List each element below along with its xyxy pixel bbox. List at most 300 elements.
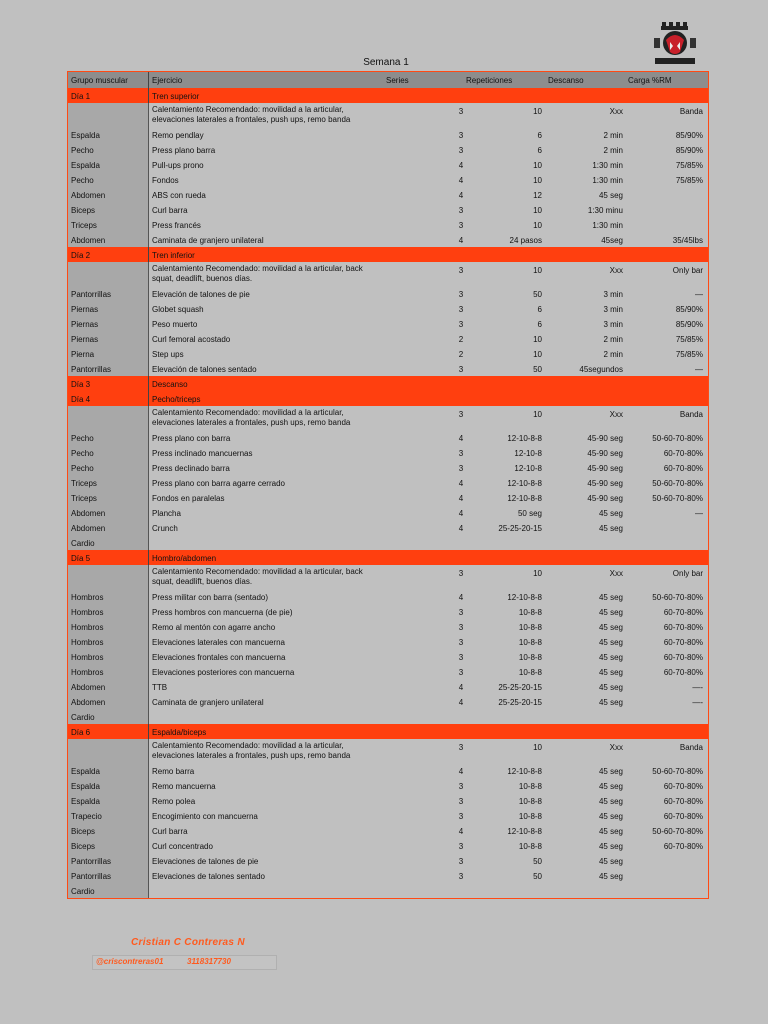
series-cell: 3 [458, 146, 464, 155]
load-cell: — [695, 509, 703, 518]
reps-cell: 25-25-20-15 [498, 683, 542, 692]
exercise-row [68, 445, 708, 460]
rest-cell: 45 seg [598, 857, 623, 866]
exercise-row [68, 430, 708, 445]
exercise-cell: Globet squash [152, 305, 204, 314]
social-handle: @criscontreras01 [96, 957, 164, 966]
reps-cell: 12-10-8 [514, 464, 542, 473]
load-cell: —- [692, 683, 703, 692]
rest-cell: 2 min [603, 350, 623, 359]
rest-cell: 45 seg [598, 683, 623, 692]
header-series: Series [386, 76, 409, 85]
series-cell: 3 [458, 638, 464, 647]
rest-cell: 3 min [603, 320, 623, 329]
exercise-cell: Calentamiento Recomendado: movilidad a la articular, elevaciones laterales a frontales, push ups, remo banda [152, 408, 351, 427]
exercise-row [68, 883, 708, 898]
series-cell: 4 [458, 161, 464, 170]
series-cell: 3 [458, 653, 464, 662]
muscle-group-cell: Hombros [71, 653, 104, 662]
muscle-group-cell: Abdomen [71, 236, 106, 245]
exercise-row [68, 868, 708, 883]
reps-cell: 10-8-8 [518, 797, 542, 806]
reps-cell: 12-10-8-8 [507, 593, 542, 602]
series-cell: 3 [458, 221, 464, 230]
rest-cell: 2 min [603, 131, 623, 140]
muscle-group-cell: Día 5 [71, 554, 91, 563]
load-cell: 60-70-80% [663, 653, 703, 662]
rest-cell: 45segundos [579, 365, 623, 374]
reps-cell: 10 [533, 569, 542, 578]
phone-number: 3118317730 [187, 957, 231, 966]
series-cell: 3 [458, 131, 464, 140]
muscle-group-cell: Piernas [71, 335, 99, 344]
reps-cell: 50 [533, 365, 542, 374]
exercise-cell: Press plano barra [152, 146, 216, 155]
rest-cell: 45-90 seg [587, 449, 623, 458]
exercise-cell: Calentamiento Recomendado: movilidad a la articular, elevaciones laterales a frontales, push ups, remo banda [152, 105, 351, 124]
reps-cell: 10 [533, 335, 542, 344]
muscle-group-cell: Abdomen [71, 683, 106, 692]
rest-cell: 45 seg [598, 698, 623, 707]
header-exercise: Ejercicio [152, 76, 183, 85]
rest-cell: Xxx [609, 410, 623, 419]
exercise-row [68, 301, 708, 316]
day-row [68, 247, 708, 262]
rest-cell: 45 seg [598, 767, 623, 776]
muscle-group-cell: Piernas [71, 320, 99, 329]
header-group: Grupo muscular [71, 76, 128, 85]
exercise-cell: Press francés [152, 221, 201, 230]
rest-cell: 45 seg [598, 509, 623, 518]
exercise-cell: Elevaciones de talones sentado [152, 872, 265, 881]
rest-cell: 1:30 min [592, 221, 623, 230]
load-cell: Only bar [672, 266, 703, 275]
muscle-group-cell: Día 4 [71, 395, 91, 404]
muscle-group-cell: Abdomen [71, 524, 106, 533]
load-cell: 75/85% [675, 335, 703, 344]
exercise-cell: Hombro/abdomen [152, 554, 217, 563]
muscle-group-cell: Pecho [71, 146, 94, 155]
exercise-row [68, 475, 708, 490]
contact-box [92, 955, 277, 970]
series-cell: 4 [458, 434, 464, 443]
load-cell: 60-70-80% [663, 608, 703, 617]
exercise-cell: Fondos en paralelas [152, 494, 225, 503]
exercise-row [68, 604, 708, 619]
rest-cell: 45 seg [598, 812, 623, 821]
exercise-cell: Press hombros con mancuerna (de pie) [152, 608, 293, 617]
reps-cell: 6 [537, 320, 542, 329]
series-cell: 3 [458, 410, 464, 419]
rest-cell: 3 min [603, 305, 623, 314]
series-cell: 4 [458, 698, 464, 707]
muscle-group-cell: Pantorrillas [71, 857, 112, 866]
rest-cell: 45 seg [598, 623, 623, 632]
rest-cell: 45 seg [598, 668, 623, 677]
series-cell: 3 [458, 782, 464, 791]
rest-cell: Xxx [609, 743, 623, 752]
load-cell: Banda [679, 107, 703, 116]
load-cell: —- [692, 698, 703, 707]
muscle-group-cell: Espalda [71, 767, 100, 776]
series-cell: 3 [458, 365, 464, 374]
muscle-group-cell: Día 1 [71, 92, 91, 101]
reps-cell: 6 [537, 146, 542, 155]
reps-cell: 10 [533, 350, 542, 359]
muscle-group-cell: Espalda [71, 782, 100, 791]
exercise-cell: Plancha [152, 509, 181, 518]
series-cell: 3 [458, 569, 464, 578]
exercise-cell: Step ups [152, 350, 184, 359]
rest-cell: 1:30 min [592, 176, 623, 185]
rest-cell: 1:30 minu [587, 206, 623, 215]
reps-cell: 10 [533, 161, 542, 170]
header-load: Carga %RM [628, 76, 672, 85]
load-cell: 85/90% [675, 320, 703, 329]
muscle-group-cell: Abdomen [71, 698, 106, 707]
warmup-row [68, 406, 708, 430]
load-cell: 60-70-80% [663, 449, 703, 458]
reps-cell: 12-10-8 [514, 449, 542, 458]
load-cell: 60-70-80% [663, 668, 703, 677]
exercise-cell: Calentamiento Recomendado: movilidad a la articular, elevaciones laterales a frontales, push ups, remo banda [152, 741, 351, 760]
load-cell: 75/85% [675, 176, 703, 185]
series-cell: 3 [458, 842, 464, 851]
reps-cell: 10-8-8 [518, 782, 542, 791]
exercise-row [68, 331, 708, 346]
exercise-row [68, 793, 708, 808]
exercise-cell: Remo pendlay [152, 131, 204, 140]
series-cell: 4 [458, 524, 464, 533]
series-cell: 4 [458, 827, 464, 836]
load-cell: — [695, 365, 703, 374]
exercise-cell: Descanso [152, 380, 188, 389]
exercise-cell: Elevaciones posteriores con mancuerna [152, 668, 295, 677]
muscle-group-cell: Espalda [71, 797, 100, 806]
reps-cell: 10 [533, 221, 542, 230]
group-column-cell [68, 103, 149, 127]
exercise-cell: Remo barra [152, 767, 195, 776]
rest-cell: 45 seg [598, 827, 623, 836]
rest-cell: Xxx [609, 569, 623, 578]
series-cell: 3 [458, 290, 464, 299]
day-row [68, 88, 708, 103]
muscle-group-cell: Espalda [71, 161, 100, 170]
exercise-row [68, 778, 708, 793]
exercise-cell: Crunch [152, 524, 178, 533]
reps-cell: 10-8-8 [518, 812, 542, 821]
muscle-group-cell: Cardio [71, 713, 95, 722]
series-cell: 3 [458, 623, 464, 632]
muscle-group-cell: Hombros [71, 638, 104, 647]
load-cell: 60-70-80% [663, 623, 703, 632]
exercise-cell: ABS con rueda [152, 191, 206, 200]
rest-cell: 1:30 min [592, 161, 623, 170]
reps-cell: 50 [533, 857, 542, 866]
exercise-row [68, 127, 708, 142]
reps-cell: 10 [533, 266, 542, 275]
warmup-row [68, 262, 708, 286]
rest-cell: 45 seg [598, 608, 623, 617]
day-row [68, 391, 708, 406]
exercise-row [68, 172, 708, 187]
exercise-cell: Pecho/triceps [152, 395, 201, 404]
rest-cell: 45 seg [598, 638, 623, 647]
muscle-group-cell: Hombros [71, 668, 104, 677]
exercise-row [68, 838, 708, 853]
reps-cell: 10 [533, 410, 542, 419]
warmup-row [68, 103, 708, 127]
exercise-cell: Curl femoral acostado [152, 335, 231, 344]
load-cell: 50-60-70-80% [652, 767, 703, 776]
exercise-cell: Press plano con barra agarre cerrado [152, 479, 285, 488]
reps-cell: 6 [537, 131, 542, 140]
muscle-group-cell: Pecho [71, 176, 94, 185]
exercise-row [68, 763, 708, 778]
exercise-cell: Tren inferior [152, 251, 195, 260]
exercise-row [68, 634, 708, 649]
reps-cell: 10-8-8 [518, 608, 542, 617]
series-cell: 3 [458, 857, 464, 866]
exercise-cell: Press plano con barra [152, 434, 231, 443]
table-header [68, 72, 708, 88]
exercise-row [68, 232, 708, 247]
muscle-group-cell: Pecho [71, 434, 94, 443]
muscle-group-cell: Hombros [71, 623, 104, 632]
load-cell: 75/85% [675, 350, 703, 359]
series-cell: 3 [458, 266, 464, 275]
rest-cell: 45 seg [598, 872, 623, 881]
rest-cell: Xxx [609, 266, 623, 275]
load-cell: Banda [679, 410, 703, 419]
exercise-row [68, 286, 708, 301]
rest-cell: 2 min [603, 146, 623, 155]
rest-cell: 45 seg [598, 842, 623, 851]
series-cell: 3 [458, 812, 464, 821]
load-cell: 85/90% [675, 131, 703, 140]
muscle-group-cell: Biceps [71, 206, 96, 215]
reps-cell: 50 seg [517, 509, 542, 518]
reps-cell: 12-10-8-8 [507, 479, 542, 488]
muscle-group-cell: Hombros [71, 608, 104, 617]
reps-cell: 12 [533, 191, 542, 200]
exercise-cell: Curl concentrado [152, 842, 213, 851]
muscle-group-cell: Cardio [71, 539, 95, 548]
rest-cell: 3 min [603, 290, 623, 299]
exercise-cell: Remo al mentón con agarre ancho [152, 623, 276, 632]
load-cell: 50-60-70-80% [652, 827, 703, 836]
rest-cell: 45 seg [598, 782, 623, 791]
series-cell: 3 [458, 320, 464, 329]
day-row [68, 550, 708, 565]
series-cell: 4 [458, 191, 464, 200]
reps-cell: 10 [533, 743, 542, 752]
exercise-row [68, 157, 708, 172]
day-row [68, 376, 708, 391]
rest-cell: 45-90 seg [587, 464, 623, 473]
rest-cell: 45-90 seg [587, 494, 623, 503]
exercise-row [68, 808, 708, 823]
series-cell: 3 [458, 449, 464, 458]
exercise-cell: Peso muerto [152, 320, 198, 329]
rest-cell: Xxx [609, 107, 623, 116]
group-column-cell [68, 565, 149, 589]
exercise-cell: Elevación de talones de pie [152, 290, 250, 299]
exercise-row [68, 460, 708, 475]
exercise-cell: Fondos [152, 176, 179, 185]
warmup-row [68, 565, 708, 589]
reps-cell: 24 pasos [509, 236, 542, 245]
rest-cell: 45 seg [598, 524, 623, 533]
series-cell: 2 [458, 350, 464, 359]
exercise-cell: Remo mancuerna [152, 782, 216, 791]
author-name: Cristian C Contreras N [131, 937, 245, 948]
exercise-cell: Press militar con barra (sentado) [152, 593, 269, 602]
muscle-group-cell: Abdomen [71, 191, 106, 200]
exercise-row [68, 187, 708, 202]
load-cell: Only bar [672, 569, 703, 578]
group-column-cell [68, 406, 149, 430]
exercise-row [68, 694, 708, 709]
series-cell: 3 [458, 872, 464, 881]
series-cell: 3 [458, 797, 464, 806]
load-cell: 60-70-80% [663, 782, 703, 791]
rest-cell: 45-90 seg [587, 434, 623, 443]
load-cell: 60-70-80% [663, 812, 703, 821]
reps-cell: 6 [537, 305, 542, 314]
exercise-row [68, 202, 708, 217]
exercise-cell: Elevaciones laterales con mancuerna [152, 638, 285, 647]
load-cell: 35/45lbs [672, 236, 703, 245]
rest-cell: 2 min [603, 335, 623, 344]
reps-cell: 50 [533, 872, 542, 881]
exercise-cell: Tren superior [152, 92, 200, 101]
exercise-row [68, 709, 708, 724]
series-cell: 3 [458, 668, 464, 677]
series-cell: 3 [458, 305, 464, 314]
exercise-row [68, 217, 708, 232]
exercise-cell: Curl barra [152, 827, 188, 836]
exercise-row [68, 316, 708, 331]
load-cell: 50-60-70-80% [652, 494, 703, 503]
load-cell: 85/90% [675, 305, 703, 314]
muscle-group-cell: Abdomen [71, 509, 106, 518]
load-cell: 85/90% [675, 146, 703, 155]
series-cell: 3 [458, 464, 464, 473]
muscle-group-cell: Piernas [71, 305, 99, 314]
exercise-cell: Caminata de granjero unilateral [152, 236, 264, 245]
reps-cell: 10-8-8 [518, 653, 542, 662]
muscle-group-cell: Día 3 [71, 380, 91, 389]
exercise-row [68, 361, 708, 376]
reps-cell: 25-25-20-15 [498, 698, 542, 707]
header-reps: Repeticiones [466, 76, 513, 85]
exercise-cell: Encogimiento con mancuerna [152, 812, 258, 821]
load-cell: 50-60-70-80% [652, 479, 703, 488]
exercise-row [68, 679, 708, 694]
reps-cell: 12-10-8-8 [507, 434, 542, 443]
exercise-cell: Remo polea [152, 797, 196, 806]
load-cell: — [695, 290, 703, 299]
muscle-group-cell: Día 6 [71, 728, 91, 737]
exercise-cell: Caminata de granjero unilateral [152, 698, 264, 707]
reps-cell: 10-8-8 [518, 638, 542, 647]
exercise-row [68, 346, 708, 361]
exercise-row [68, 619, 708, 634]
muscle-group-cell: Espalda [71, 131, 100, 140]
load-cell: 60-70-80% [663, 464, 703, 473]
series-cell: 4 [458, 767, 464, 776]
reps-cell: 10 [533, 206, 542, 215]
muscle-group-cell: Pantorrillas [71, 365, 112, 374]
reps-cell: 12-10-8-8 [507, 767, 542, 776]
exercise-cell: Pull-ups prono [152, 161, 204, 170]
series-cell: 3 [458, 743, 464, 752]
load-cell: 50-60-70-80% [652, 593, 703, 602]
rest-cell: 45seg [601, 236, 623, 245]
exercise-row [68, 505, 708, 520]
exercise-cell: Calentamiento Recomendado: movilidad a la articular, back squat, deadlift, buenos días. [152, 264, 363, 283]
muscle-group-cell: Trapecio [71, 812, 102, 821]
reps-cell: 25-25-20-15 [498, 524, 542, 533]
rest-cell: 45 seg [598, 191, 623, 200]
muscle-group-cell: Día 2 [71, 251, 91, 260]
group-column-cell [68, 262, 149, 286]
rest-cell: 45-90 seg [587, 479, 623, 488]
workout-plan-table [67, 71, 709, 899]
muscle-group-cell: Pantorrillas [71, 290, 112, 299]
series-cell: 4 [458, 494, 464, 503]
exercise-row [68, 490, 708, 505]
muscle-group-cell: Pecho [71, 449, 94, 458]
muscle-group-cell: Biceps [71, 842, 96, 851]
week-title: Semana 1 [363, 57, 409, 68]
series-cell: 2 [458, 335, 464, 344]
warmup-row [68, 739, 708, 763]
reps-cell: 10-8-8 [518, 842, 542, 851]
rest-cell: 45 seg [598, 593, 623, 602]
series-cell: 4 [458, 479, 464, 488]
exercise-cell: Press inclinado mancuernas [152, 449, 253, 458]
exercise-cell: Elevaciones de talones de pie [152, 857, 259, 866]
series-cell: 4 [458, 683, 464, 692]
series-cell: 3 [458, 608, 464, 617]
series-cell: 3 [458, 206, 464, 215]
load-cell: 75/85% [675, 161, 703, 170]
muscle-group-cell: Pierna [71, 350, 95, 359]
muscle-group-cell: Pecho [71, 464, 94, 473]
exercise-row [68, 649, 708, 664]
muscle-group-cell: Biceps [71, 827, 96, 836]
load-cell: 60-70-80% [663, 842, 703, 851]
series-cell: 3 [458, 107, 464, 116]
exercise-row [68, 520, 708, 535]
rest-cell: 45 seg [598, 797, 623, 806]
exercise-row [68, 823, 708, 838]
header-rest: Descanso [548, 76, 584, 85]
exercise-cell: Calentamiento Recomendado: movilidad a la articular, back squat, deadlift, buenos días. [152, 567, 363, 586]
series-cell: 4 [458, 593, 464, 602]
series-cell: 4 [458, 176, 464, 185]
muscle-group-cell: Triceps [71, 494, 97, 503]
exercise-cell: Press declinado barra [152, 464, 230, 473]
load-cell: 60-70-80% [663, 797, 703, 806]
muscle-group-cell: Triceps [71, 479, 97, 488]
exercise-cell: Elevaciones frontales con mancuerna [152, 653, 286, 662]
group-column-cell [68, 739, 149, 763]
exercise-row [68, 589, 708, 604]
load-cell: 60-70-80% [663, 638, 703, 647]
